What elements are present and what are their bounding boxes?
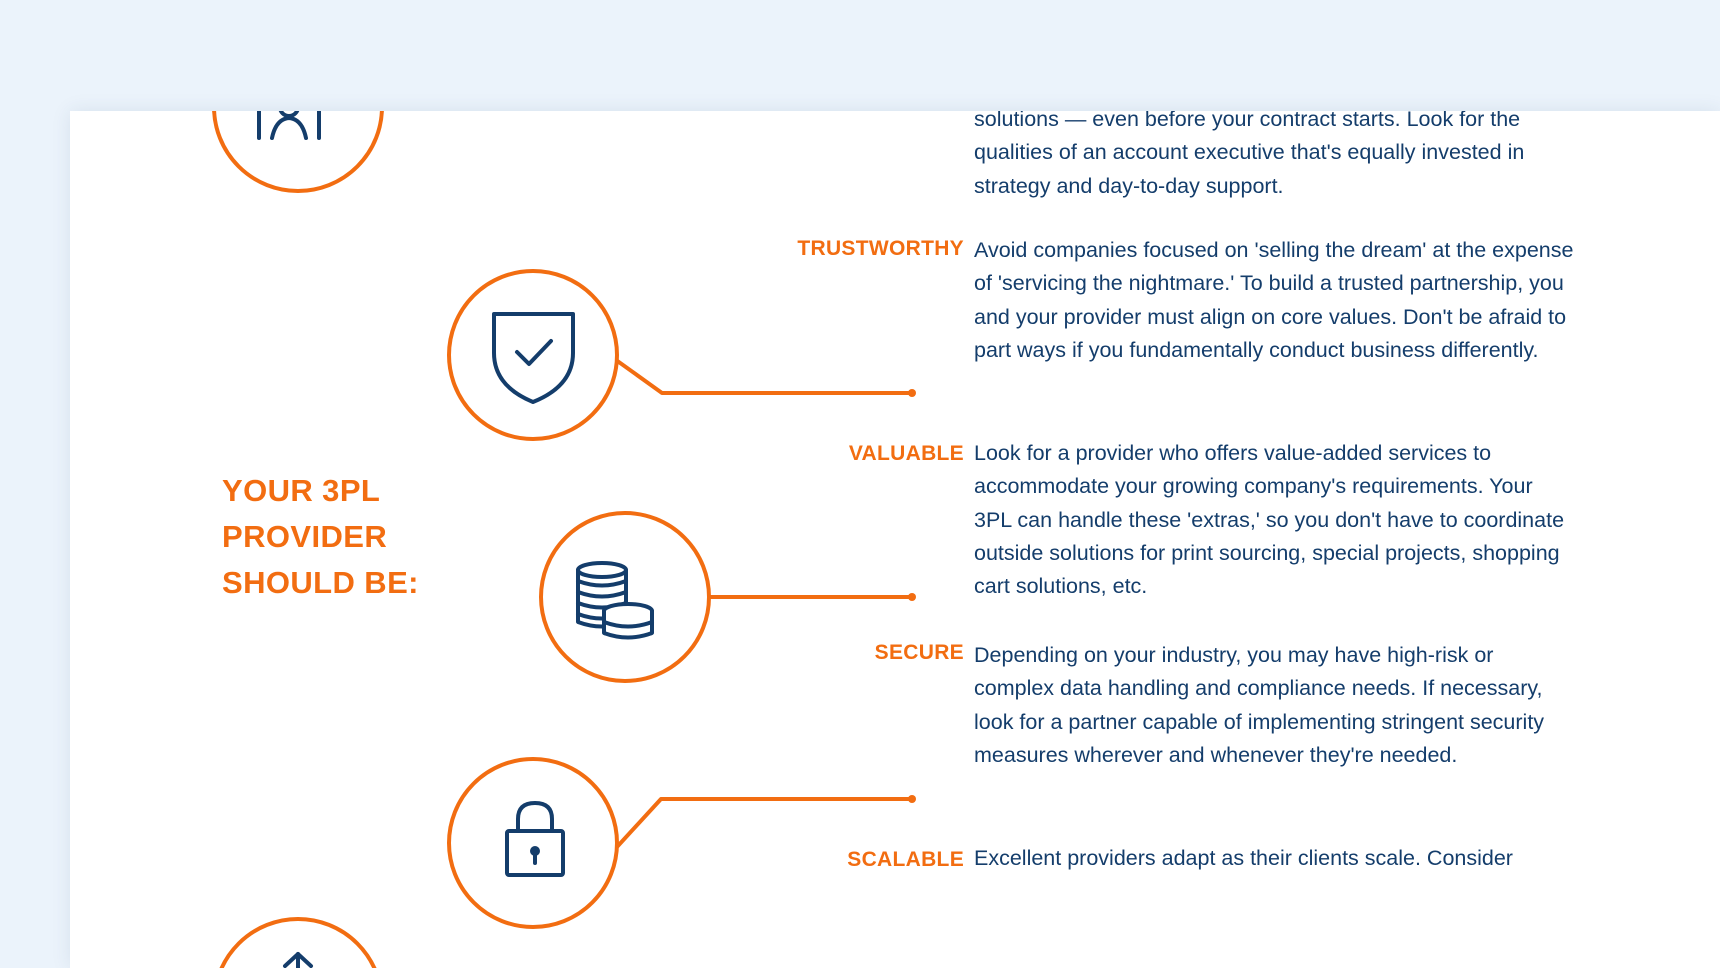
document-page (70, 111, 1720, 968)
label-scalable: SCALABLE (847, 848, 964, 871)
label-secure: SECURE (874, 641, 964, 664)
section-headline: YOUR 3PL PROVIDER SHOULD BE: (222, 473, 419, 600)
description-trustworthy: Avoid companies focused on 'selling the dream' at the expense of 'servicing the nightmare.' To build a trusted partnership, you and your provider must align on core values. Don't be afraid to part ways if you fundamentally conduct business differently. (974, 238, 1574, 362)
label-trustworthy: TRUSTWORTHY (797, 237, 964, 260)
label-valuable: VALUABLE (848, 442, 964, 465)
ring-trustworthy (449, 271, 617, 439)
description-account: solutions — even before your contract starts. Look for the qualities of an account executive that's equally invested in strategy and day-to-day support. (974, 111, 1525, 198)
description-valuable: Look for a provider who offers value-added services to accommodate your growing company's requirements. Your 3PL can handle these 'extras,' so you don't have to coordinate outside solutions for print sourcing, special projects, shopping cart solutions, etc. (974, 441, 1565, 599)
description-scalable: Excellent providers adapt as their clients scale. Consider (974, 846, 1513, 870)
description-secure: Depending on your industry, you may have high-risk or complex data handling and compliance needs. If necessary, look for a partner capable of implementing stringent security measures wherever and whenever they're needed. (974, 643, 1545, 767)
ring-secure (449, 759, 617, 927)
connector-secure (616, 799, 912, 848)
connector-trustworthy (616, 360, 912, 393)
